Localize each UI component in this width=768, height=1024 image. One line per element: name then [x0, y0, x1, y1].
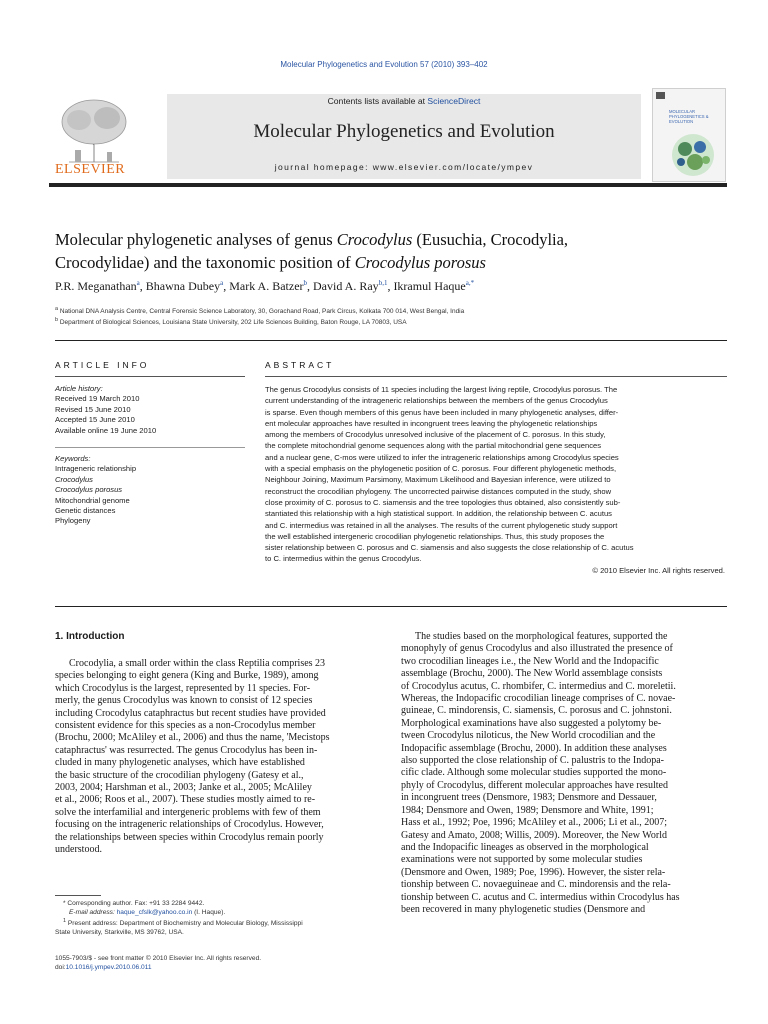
article-info-heading: ARTICLE INFO: [55, 360, 150, 370]
journal-homepage[interactable]: journal homepage: www.elsevier.com/locate/ympev: [274, 162, 534, 172]
contents-line: Contents lists available at ScienceDirect: [327, 96, 481, 106]
page-footer: 1055-7903/$ - see front matter © 2010 Elsevier Inc. All rights reserved. doi:10.1016/j.ympev.2010.06.011: [55, 955, 262, 971]
journal-cover-thumbnail[interactable]: [652, 88, 726, 182]
author-email-link[interactable]: haque_cfslk@yahoo.co.in: [116, 909, 193, 916]
keywords-rule: [55, 447, 245, 448]
author[interactable]: David A. Ray: [313, 279, 379, 293]
doi-link[interactable]: 10.1016/j.ympev.2010.06.011: [65, 964, 152, 971]
abstract-bottom-rule: [55, 606, 727, 607]
author[interactable]: Mark A. Batzer: [229, 279, 304, 293]
cover-artwork-icon: [667, 129, 719, 177]
affiliation-b: $^b$ Department of Biological Sciences, Louisiana State University, 202 Life Sciences Building, Baton Rouge, LA 70803, USA: [55, 317, 407, 327]
author[interactable]: Ikramul Haque: [393, 279, 466, 293]
cover-title: MOLECULAR PHYLOGENETICS & EVOLUTION: [669, 109, 709, 124]
header-divider: [55, 340, 727, 341]
sciencedirect-link[interactable]: ScienceDirect: [427, 96, 481, 106]
abstract-copyright: © 2010 Elsevier Inc. All rights reserved.: [592, 565, 725, 575]
elsevier-wordmark: ELSEVIER: [55, 162, 126, 177]
elsevier-logo[interactable]: [49, 90, 139, 178]
footnote-rule: [55, 895, 101, 896]
footnotes: * Corresponding author. Fax: +91 33 2284 9442. E-mail address: haque_cfslk@yahoo.co.in (I. Haque). $^1$ Present address: Department of Biochemistry and Molecular Biology, Mississippi State University, Starkville, MS 39762, USA.: [55, 900, 303, 937]
article-title: Molecular phylogenetic analyses of genus Crocodylus (Eusuchia, Crocodylia, Crocodylidae) and the taxonomic position of Crocodylus porosus: [55, 230, 569, 272]
section-heading-introduction: 1. Introduction: [55, 631, 125, 642]
journal-masthead: [49, 88, 727, 184]
article-history: Article history: Received 19 March 2010 Revised 15 June 2010 Accepted 15 June 2010 Available online 19 June 2010: [55, 384, 157, 435]
author[interactable]: Bhawna Dubey: [145, 279, 221, 293]
affiliation-a: $^a$ National DNA Analysis Centre, Central Forensic Science Laboratory, 30, Gorachand Road, Park Circus, Kolkata 700 014, West Bengal, India: [55, 306, 465, 316]
masthead-rule: [49, 183, 727, 187]
author[interactable]: P.R. Meganathan: [55, 279, 137, 293]
journal-citation[interactable]: Molecular Phylogenetics and Evolution 57 (2010) 393–402: [280, 60, 488, 69]
abstract-heading: ABSTRACT: [265, 360, 335, 370]
intro-left-column: Crocodylia, a small order within the class Reptilia comprises 23 species belonging to eight genera (King and Burke, 1989), among which Crocodylus is the largest, represented by 11 species. For- merly, the genus Crocodylus was known to consist of 12 species including Crocodylus cataphractus but recent studies have provided consistent evidence for this species as a non-Crocodylus member (Brochu, 2000; McAliley et al., 2006) and thus the name, 'Mecistops cataphractus' was resurrected. The genus Crocodylus has been in- cluded in many phylogenetic analyses, which have established the basic structure of the crocodilian phylogeny (Gatesy et al., 2003, 2004; Harshman et al., 2003; Janke et al., 2005; McAliley et al., 2006; Roos et al., 2007). These studies mostly aimed to re- solve the interfamilial and intergeneric problems with few of them focusing on the intrageneric relationships of Crocodylus. However, the relationships between species within Crocodylus remain poorly understood.: [55, 658, 330, 856]
cover-logo-icon: [656, 92, 665, 99]
author-list: P.R. Meganathan$^a$, Bhawna Dubey$^a$, Mark A. Batzer$^b$, David A. Ray$^{b,1}$, Ikramul Haque$^{a,*}$: [55, 279, 475, 293]
abstract-rule: [265, 376, 727, 377]
keywords: Keywords: Intrageneric relationship Crocodylus Crocodylus porosus Mitochondrial genome Genetic distances Phylogeny: [55, 454, 137, 526]
article-info-rule: [55, 376, 245, 377]
abstract-text: The genus Crocodylus consists of 11 species including the largest living reptile, Crocodylus porosus. The current understanding of the intrageneric relationships between the members of the genus Crocodylus is sparse. Even though members of this genus have been included in many phylogenetic analyses, differ- ent molecular approaches have resulted in incongruent trees leaving the phylogenetic relationships among the members of Crocodylus unresolved inclusive of the placement of C. porosus. In this study, the complete mitochondrial genome sequences along with the partial mitochondrial gene sequences and a nuclear gene, C-mos were utilized to infer the intrageneric relationships among Crocodylus species with a special emphasis on the phylogenetic position of C. porosus. Four different phylogenetic methods, Neighbour Joining, Maximum Parsimony, Maximum Likelihood and Bayesian inference, were utilized to reconstruct the crocodilian phylogeny. The uncorrected pairwise distances computed in the study, show close proximity of C. porosus to C. siamensis and the tree topologies thus obtained, also consistently sub- stantiated this relationship with a high statistical support. In addition, the relationship between C. acutus and C. intermedius was retained in all the analyses. The results of the current phylogenetic study support the well established intergeneric crocodilian phylogenetic relationships. Thus, this study proposes the sister relationship between C. porosus and C. siamensis and also suggests the close relationship of C. acutus to C. intermedius within the genus Crocodylus. © 2010 Elsevier Inc. All rights reserved.: [265, 385, 725, 575]
journal-title: Molecular Phylogenetics and Evolution: [253, 121, 555, 142]
masthead-banner: [167, 94, 641, 179]
intro-right-column: The studies based on the morphological features, supported the monophyly of genus Crocodylus and also illustrated the presence of two crocodilian lineages i.e., the New World and the Indopacific assemblage (Brochu, 2000). The New World assemblage consists of Crocodylus acutus, C. rhombifer, C. intermedius and C. moreletii. Whereas, the Indopacific crocodilian lineage comprises of C. novae- guineae, C. mindorensis, C. siamensis, C. porosus and C. johnstoni. Morphological examinations have also suggested a polytomy be- tween Crocodylus niloticus, the New World crocodilian and the Indopacific assemblage (Brochu, 2000). In addition these analyses also supported the close relationship of C. palustris to the Indopa- cific clade. Although some molecular studies supported the mono- phyly of Crocodylus, different molecular approaches have resulted in incongruent trees (Densmore, 1983; Densmore and Dessauer, 1984; Densmore and Owen, 1989; Densmore and White, 1991; Hass et al., 1992; Poe, 1996; McAliley et al., 2006; Li et al., 2007; Gatesy and Amato, 2008; Willis, 2009). Moreover, the New World and the Indopacific lineages as observed in the morphological examinations were not supported by some molecular studies (Densmore and Owen, 1989; Poe, 1996). However, the sister rela- tionship between C. novaeguineae and C. mindorensis and the rela- tionship between C. acutus and C. intermedius within Crocodylus has been recovered in many phylogenetic studies (Densmore and: [401, 631, 680, 915]
